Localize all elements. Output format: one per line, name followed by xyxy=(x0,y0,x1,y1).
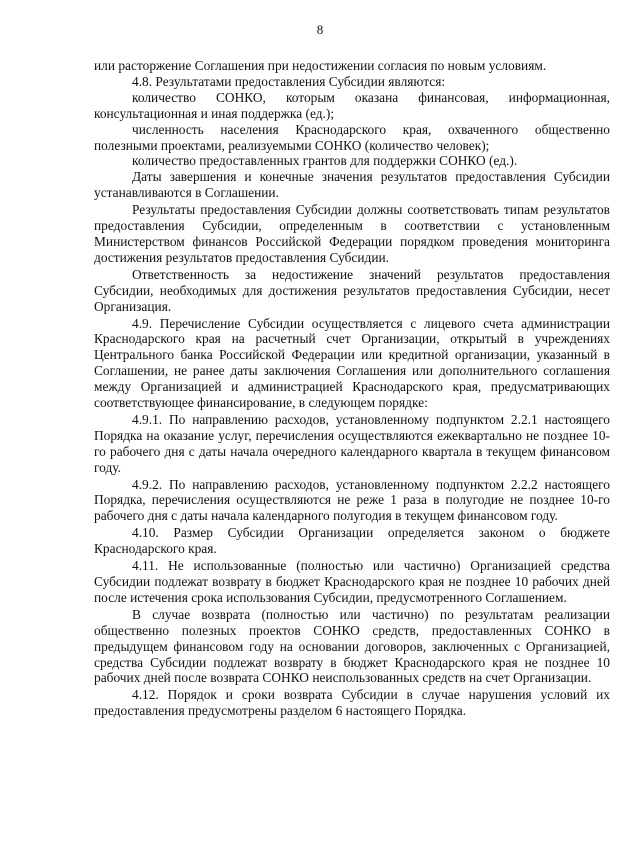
paragraph: Даты завершения и конечные значения результатов предоставления Субсидии устанавливаются в Соглашении. xyxy=(94,169,610,201)
paragraph: 4.9.1. По направлению расходов, установленному подпунктом 2.2.1 настоящего Порядка на оказание услуг, перечисления осуществляются ежеквартально не позднее 10-го рабочего дня с даты начала очередного календарного квартала в текущем финансовом году. xyxy=(94,411,610,475)
paragraph: Результаты предоставления Субсидии должны соответствовать типам результатов предоставления Субсидии, определенным в соответствии с установленным Министерством финансов Российской Федерации порядком проведения мониторинга достижения результатов предоставления Субсидии. xyxy=(94,202,610,265)
paragraph: 4.8. Результатами предоставления Субсидии являются: xyxy=(132,73,446,89)
paragraph: или расторжение Соглашения при недостижении согласия по новым условиям. xyxy=(94,58,547,73)
document-body xyxy=(94,58,610,719)
paragraph: 4.10. Размер Субсидии Организации определяется законом о бюджете Краснодарского края. xyxy=(94,525,610,557)
paragraph: количество СОНКО, которым оказана финансовая, информационная, консультационная и иная поддержка (ед.); xyxy=(94,89,610,121)
paragraph: В случае возврата (полностью или частично) по результатам реализации общественно полезных проектов СОНКО средств, предоставленных СОНКО в предыдущем финансовом году на основании договоров, заключенных с Организацией, средства Субсидии подлежат возврату в бюджет Краснодарского края не позднее 10 рабочих дней после возврата СОНКО неиспользованных средств на счет Организации. xyxy=(94,606,610,686)
paragraph: количество предоставленных грантов для поддержки СОНКО (ед.). xyxy=(132,153,518,169)
paragraph: 4.9.2. По направлению расходов, установленному подпунктом 2.2.2 настоящего Порядка, перечисления осуществляются не реже 1 раза в полугодие не позднее 10-го рабочего дня с даты начала календарного полугодия в текущем финансовом году. xyxy=(94,476,610,524)
paragraph: численность населения Краснодарского края, охваченного общественно полезными проектами, реализуемыми СОНКО (количество человек); xyxy=(94,121,610,153)
paragraph: 4.11. Не использованные (полностью или частично) Организацией средства Субсидии подлежат возврату в бюджет Краснодарского края не позднее 10 рабочих дней после истечения срока использования Субсидии, предусмотренного Соглашением. xyxy=(94,558,610,605)
paragraph: 4.12. Порядок и сроки возврата Субсидии в случае нарушения условий их предоставления предусмотрены разделом 6 настоящего Порядка. xyxy=(94,687,610,719)
paragraph: Ответственность за недостижение значений результатов предоставления Субсидии, необходимых для достижения результатов предоставления Субсидии, несет Организация. xyxy=(94,266,610,314)
paragraph: 4.9. Перечисление Субсидии осуществляется с лицевого счета администрации Краснодарского края на расчетный счет Организации, открытый в учреждениях Центрального банка Российской Федерации или кредитной организации, указанный в Соглашении, не ранее даты заключения Соглашения или дополнительного соглашения между Организацией и администрацией Краснодарского края, предусматривающих соответствующее финансирование, в следующем порядке: xyxy=(94,315,610,411)
page-number: 8 xyxy=(316,22,324,37)
